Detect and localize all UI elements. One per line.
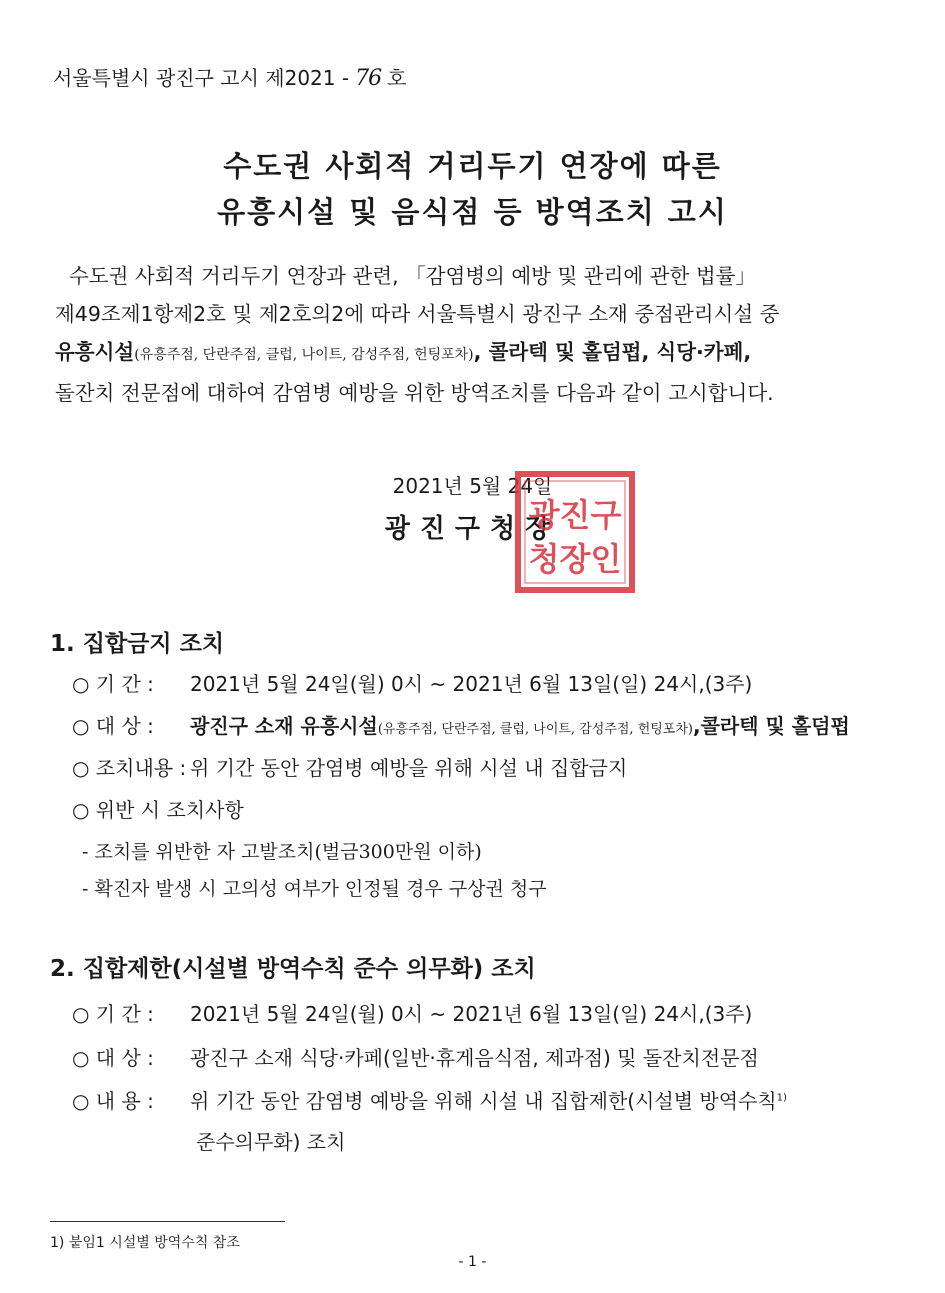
signer: 광진구청장	[384, 514, 561, 544]
intro-line-1: 수도권 사회적 거리두기 연장과 관련, 「감염병의 예방 및 관리에 관한 법률」	[69, 264, 756, 288]
section-1-content-value: 위 기간 동안 감염병 예방을 위해 시설 내 집합금지	[190, 756, 628, 780]
section-2-target-value: 광진구 소재 식당·카페(일반·휴게음식점, 제과점) 및 돌잔치전문점	[190, 1046, 759, 1070]
intro-line-3	[55, 333, 915, 374]
section-1-content	[72, 752, 627, 781]
section-2-content-continued: 준수의무화) 조치	[196, 1130, 346, 1154]
section-1-heading: 1. 집합금지 조치	[50, 631, 225, 657]
intro-line-2: 제49조제1항제2호 및 제2호의2에 따라 서울특별시 광진구 소재 중점관리시설 중	[55, 302, 780, 326]
section-1-period-value: 2021년 5월 24일(월) 0시 ~ 2021년 6월 13일(일) 24시,(3주)	[190, 672, 753, 696]
section-2-content-label: ○ 내 용 :	[72, 1089, 154, 1113]
section-1-violation-item-2: - 확진자 발생 시 고의성 여부가 인정될 경우 구상권 청구	[82, 878, 547, 900]
notice-date: 2021년 5월 24일	[392, 474, 553, 498]
section-1-target-small: (유흥주점, 단란주점, 클럽, 나이트, 감성주점, 헌팅포차)	[377, 722, 693, 737]
notice-number	[53, 62, 406, 91]
seal-line-2: 청장인	[528, 540, 622, 578]
footnote-divider	[50, 1221, 285, 1222]
intro-line-3-bold: 유흥시설	[55, 340, 135, 364]
section-1-content-label: ○ 조치내용 :	[72, 756, 187, 780]
intro-line-3-small: (유흥주점, 단란주점, 클럽, 나이트, 감성주점, 헌팅포차)	[134, 347, 474, 363]
section-2-period	[72, 998, 752, 1027]
official-seal-stamp	[514, 470, 636, 594]
section-1-target-label: ○ 대 상 :	[72, 714, 154, 738]
section-2-content	[72, 1085, 787, 1114]
title-line-2: 유흥시설 및 음식점 등 방역조치 고시	[217, 195, 728, 229]
footnote: 1) 붙임1 시설별 방역수칙 참조	[50, 1235, 240, 1251]
section-2-target	[72, 1042, 759, 1071]
section-1-target-bold: 광진구 소재 유흥시설	[190, 714, 378, 738]
section-1-target-rest: ,콜라텍 및 홀덤펍	[693, 714, 850, 738]
section-2-content-value: 위 기간 동안 감염병 예방을 위해 시설 내 집합제한(시설별 방역수칙	[190, 1089, 777, 1113]
title-line-1: 수도권 사회적 거리두기 연장에 따른	[223, 149, 722, 183]
footnote-ref: 1)	[776, 1092, 787, 1104]
notice-number-prefix: 서울특별시 광진구 고시 제2021 -	[53, 66, 350, 90]
seal-line-1: 광진구	[528, 496, 622, 534]
section-1-period-label: ○ 기 간 :	[72, 672, 154, 696]
intro-line-4: 돌잔치 전문점에 대하여 감염병 예방을 위한 방역조치를 다음과 같이 고시합니다.	[55, 381, 774, 405]
section-2-period-label: ○ 기 간 :	[72, 1002, 154, 1026]
section-2-target-label: ○ 대 상 :	[72, 1046, 154, 1070]
page-number: - 1 -	[458, 1254, 487, 1270]
notice-number-handwritten: 76	[355, 66, 382, 91]
section-2-heading: 2. 집합제한(시설별 방역수칙 준수 의무화) 조치	[50, 956, 536, 982]
section-1-violation-item-1: - 조치를 위반한 자 고발조치(벌금300만원 이하)	[82, 841, 482, 863]
notice-number-suffix: 호	[387, 66, 407, 90]
section-1-period	[72, 668, 752, 697]
intro-paragraph	[55, 257, 915, 412]
intro-line-3-rest: , 콜라텍 및 홀덤펍, 식당·카페,	[473, 340, 752, 364]
section-1-target	[72, 710, 850, 739]
section-1-violation: ○ 위반 시 조치사항	[72, 798, 244, 822]
section-2-period-value: 2021년 5월 24일(월) 0시 ~ 2021년 6월 13일(일) 24시,(3주)	[190, 1002, 753, 1026]
